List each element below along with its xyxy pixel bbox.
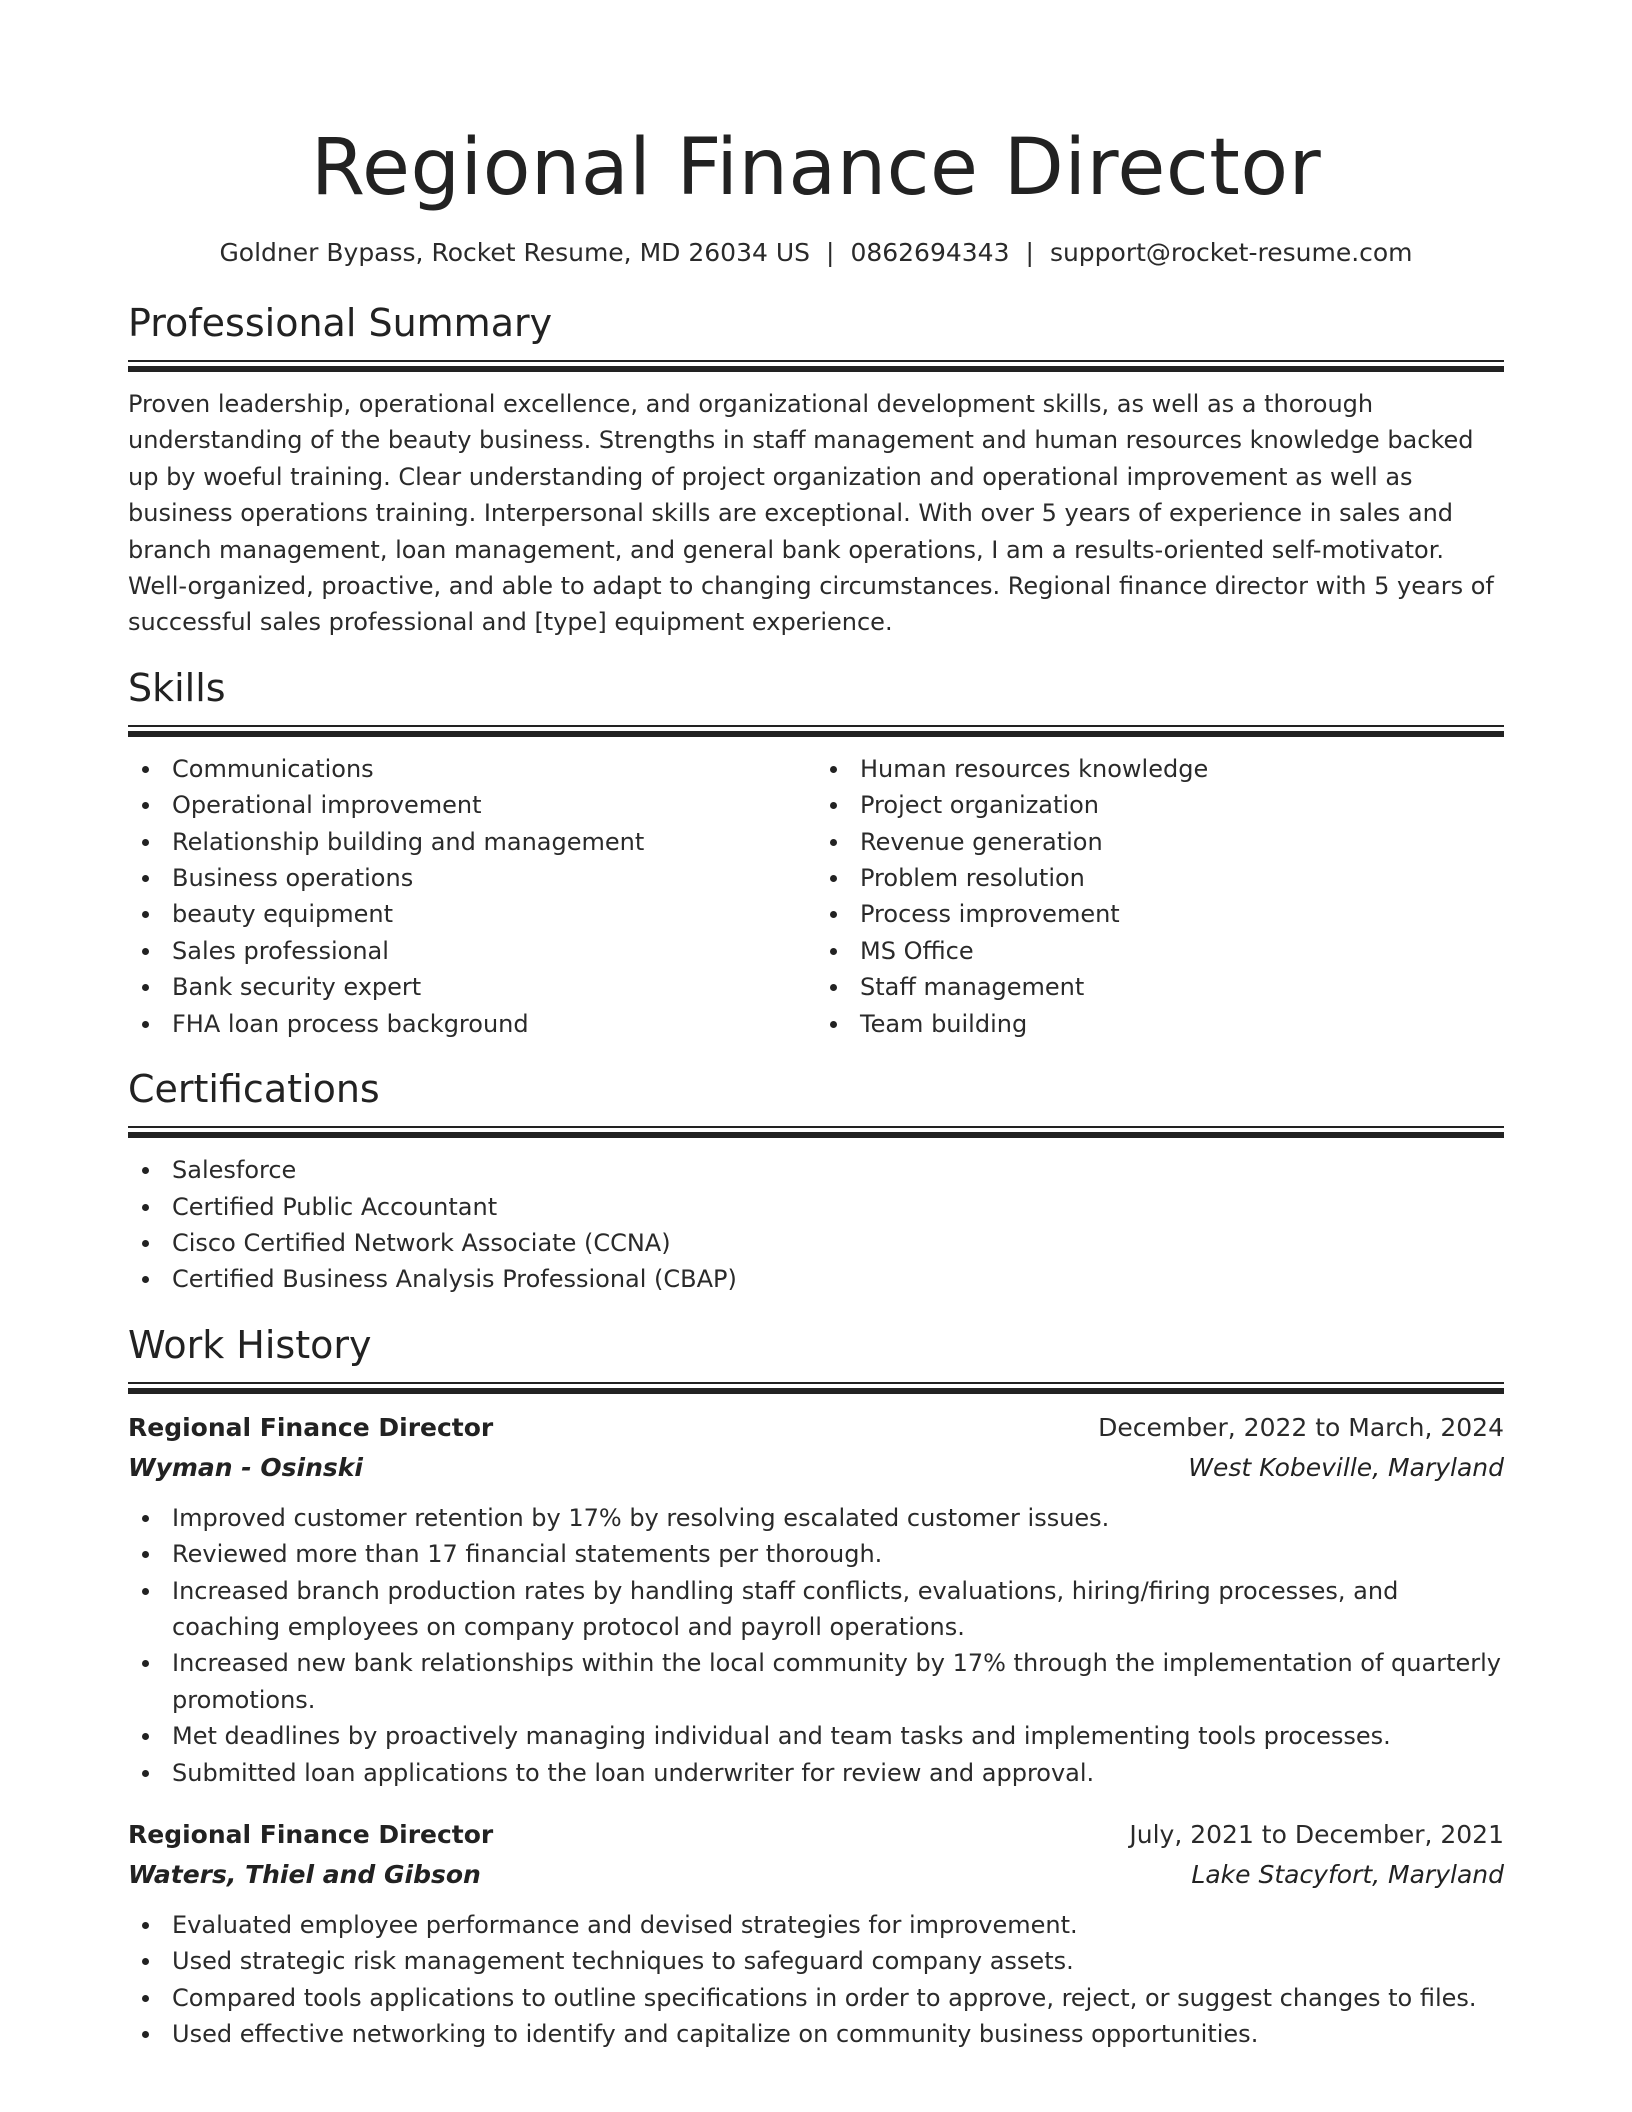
- skills-left-column: [128, 751, 816, 1042]
- section-heading: Professional Summary: [128, 301, 553, 345]
- job-company: Wyman - Osinski: [128, 1452, 363, 1482]
- skill-item: Relationship building and management: [128, 824, 816, 860]
- summary-section: [128, 298, 1504, 641]
- skill-item: Problem resolution: [816, 860, 1504, 896]
- skills-grid: [128, 751, 1504, 1042]
- job-company-row: [128, 1448, 1504, 1488]
- summary-text: Proven leadership, operational excellence, and organizational development skills, as well as a thorough understanding of the beauty business. Strengths in staff management and human resources knowledge backed up by woeful training. Clear understanding of project organization and operational improvement as well as business operations training. Interpersonal skills are exceptional. With over 5 years of experience in sales and branch management, loan management, and general bank operations, I am a results-oriented self-motivator. Well-organized, proactive, and able to adapt to changing circumstances. Regional finance director with 5 years of successful sales professional and [type] equipment experience.: [128, 390, 1494, 637]
- job-title: Regional Finance Director: [128, 1412, 494, 1442]
- skill-item: Sales professional: [128, 933, 816, 969]
- job-location: West Kobeville, Maryland: [1188, 1452, 1504, 1482]
- job-bullet: Met deadlines by proactively managing individual and team tasks and implementing tools processes.: [128, 1718, 1504, 1754]
- job-bullet: Improved customer retention by 17% by resolving escalated customer issues.: [128, 1500, 1504, 1536]
- skill-item: Team building: [816, 1006, 1504, 1042]
- certifications-section: [128, 1064, 1504, 1298]
- skill-item: beauty equipment: [128, 896, 816, 932]
- job-bullets: [128, 1500, 1504, 1791]
- job-bullet: Evaluated employee performance and devised strategies for improvement.: [128, 1907, 1504, 1943]
- skill-item: MS Office: [816, 933, 1504, 969]
- skill-item: Process improvement: [816, 896, 1504, 932]
- resume-title: Regional Finance Director: [310, 123, 1322, 213]
- job-location: Lake Stacyfort, Maryland: [1191, 1859, 1504, 1889]
- certification-item: Cisco Certified Network Associate (CCNA): [128, 1225, 1504, 1261]
- certifications-list: [128, 1152, 1504, 1298]
- job-dates: July, 2021 to December, 2021: [1129, 1819, 1504, 1849]
- section-heading: Skills: [128, 665, 226, 710]
- section-divider: [128, 1126, 1504, 1128]
- skills-right-column: [816, 751, 1504, 1042]
- skill-item: Project organization: [816, 787, 1504, 823]
- job-header-row: [128, 1408, 1504, 1448]
- skill-item: Human resources knowledge: [816, 751, 1504, 787]
- job-company-row: [128, 1855, 1504, 1895]
- certification-item: Certified Business Analysis Professional (CBAP): [128, 1261, 1504, 1297]
- job-dates: December, 2022 to March, 2024: [1098, 1412, 1504, 1442]
- job-title: Regional Finance Director: [128, 1819, 494, 1849]
- section-heading: Certifications: [128, 1067, 380, 1112]
- email: support@rocket-resume.com: [1049, 238, 1413, 267]
- section-divider: [128, 360, 1504, 362]
- job-bullet: Submitted loan applications to the loan underwriter for review and approval.: [128, 1755, 1504, 1791]
- phone: 0862694343: [850, 238, 1010, 267]
- job-entry: [128, 1815, 1504, 2053]
- skill-item: Revenue generation: [816, 824, 1504, 860]
- skill-item: Staff management: [816, 969, 1504, 1005]
- section-divider-thick: [128, 1132, 1504, 1138]
- section-divider-thick: [128, 1388, 1504, 1394]
- section-divider-thick: [128, 366, 1504, 372]
- certification-item: Certified Public Accountant: [128, 1189, 1504, 1225]
- job-bullets: [128, 1907, 1504, 2053]
- job-bullet: Used strategic risk management techniques to safeguard company assets.: [128, 1943, 1504, 1979]
- section-divider: [128, 1382, 1504, 1384]
- skill-item: Bank security expert: [128, 969, 816, 1005]
- skill-item: Operational improvement: [128, 787, 816, 823]
- section-divider-thick: [128, 731, 1504, 737]
- section-heading: Work History: [128, 1322, 372, 1367]
- skills-section: [128, 663, 1504, 1042]
- skill-item: Communications: [128, 751, 816, 787]
- address: Goldner Bypass, Rocket Resume, MD 26034 US: [219, 238, 810, 267]
- job-company: Waters, Thiel and Gibson: [128, 1859, 481, 1889]
- certification-item: Salesforce: [128, 1152, 1504, 1188]
- job-entry: [128, 1408, 1504, 1791]
- job-bullet: Increased new bank relationships within the local community by 17% through the implementation of quarterly promotions.: [128, 1645, 1504, 1718]
- job-bullet: Compared tools applications to outline specifications in order to approve, reject, or suggest changes to files.: [128, 1980, 1504, 2016]
- section-divider: [128, 725, 1504, 727]
- job-header-row: [128, 1815, 1504, 1855]
- job-bullet: Used effective networking to identify and capitalize on community business opportunities.: [128, 2016, 1504, 2052]
- skill-item: FHA loan process background: [128, 1006, 816, 1042]
- skill-item: Business operations: [128, 860, 816, 896]
- job-bullet: Increased branch production rates by handling staff conflicts, evaluations, hiring/firing processes, and coaching employees on company protocol and payroll operations.: [128, 1573, 1504, 1646]
- work-history-section: [128, 1320, 1504, 2053]
- contact-separator: |: [1025, 238, 1034, 267]
- job-bullet: Reviewed more than 17 financial statements per thorough.: [128, 1536, 1504, 1572]
- contact-separator: |: [826, 238, 835, 267]
- contact-line: [128, 236, 1504, 270]
